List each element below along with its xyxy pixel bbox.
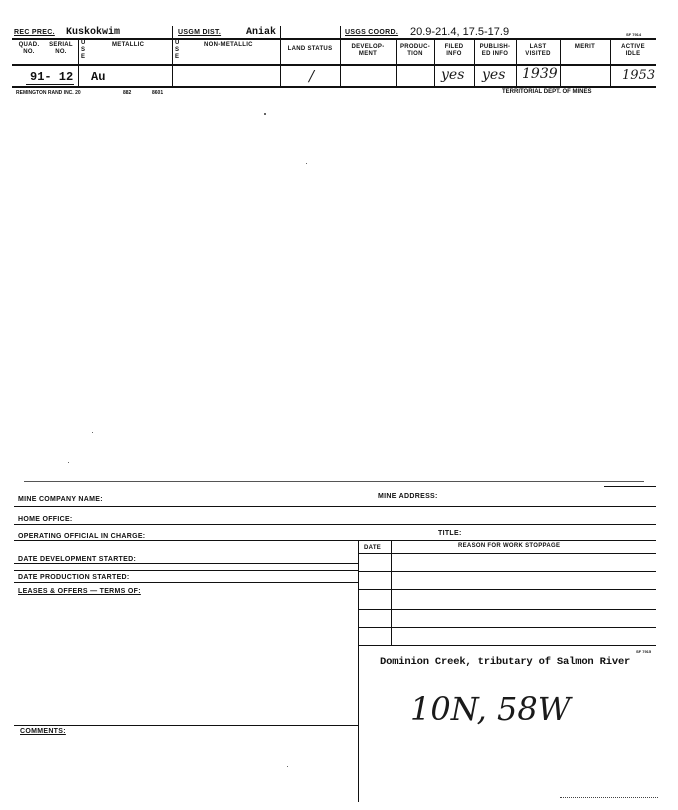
rec-prec-label: REC PREC. <box>14 29 55 36</box>
col-divider <box>280 26 281 86</box>
reason-header: REASON FOR WORK STOPPAGE <box>458 543 561 549</box>
rec-prec-value: Kuskokwim <box>66 27 121 38</box>
col-divider <box>560 38 561 86</box>
date-header: DATE <box>364 545 382 551</box>
col-divider <box>78 38 79 86</box>
last-visited-value: 1939 <box>522 66 558 82</box>
date-production-label: DATE PRODUCTION STARTED: <box>18 574 130 581</box>
rule <box>14 524 656 525</box>
rule <box>358 627 656 628</box>
rule <box>358 571 656 572</box>
rule <box>358 589 656 590</box>
mine-company-name-label: MINE COMPANY NAME: <box>18 496 103 503</box>
speck <box>306 163 307 164</box>
filed-info-header: FILED INFO <box>444 44 464 57</box>
card-edge <box>24 481 644 482</box>
rule <box>14 582 358 583</box>
rule <box>14 563 358 564</box>
col-divider <box>358 540 359 802</box>
printer-credit: REMINGTON RAND INC. 20 <box>16 90 81 96</box>
card-edge <box>604 486 656 487</box>
rule <box>14 725 358 726</box>
production-header: PRODUC-TION <box>399 44 431 57</box>
development-header: DEVELOP-MENT <box>351 44 385 57</box>
underline <box>26 84 74 85</box>
metallic-use-letters: U S E <box>81 40 86 60</box>
published-info-header: PUBLISH-ED INFO <box>479 44 511 57</box>
col-divider <box>340 26 341 86</box>
col-divider <box>172 26 173 86</box>
rule <box>358 609 656 610</box>
card-edge <box>560 797 658 798</box>
row-bottom-rule <box>12 86 656 88</box>
rule <box>14 540 656 541</box>
published-info-value: yes <box>482 67 506 83</box>
rule <box>358 645 656 646</box>
operating-official-label: OPERATING OFFICIAL IN CHARGE: <box>18 533 146 540</box>
col-divider <box>396 38 397 86</box>
col-divider <box>516 38 517 86</box>
rule <box>14 570 358 571</box>
speck <box>68 462 69 463</box>
leases-label: LEASES & OFFERS — TERMS OF: <box>18 588 141 595</box>
col-divider <box>434 38 435 86</box>
territorial-dept-label: TERRITORIAL DEPT. OF MINES <box>502 89 592 95</box>
comments-label: COMMENTS: <box>20 728 66 735</box>
metallic-header: METALLIC <box>112 42 145 48</box>
quad-no-header: QUAD. NO. <box>18 42 40 55</box>
serial-no-header: SERIAL NO. <box>49 42 73 55</box>
col-divider <box>610 38 611 86</box>
usgm-dist-label: USGM DIST. <box>178 29 222 36</box>
usgm-dist-value: Aniak <box>246 27 277 38</box>
active-idle-header: ACTIVE IDLE <box>621 44 645 57</box>
speck <box>264 113 266 115</box>
col-divider <box>391 540 392 645</box>
last-visited-header: LAST VISITED <box>525 44 551 57</box>
form-number-top: SF 7914 <box>626 32 642 37</box>
quad-serial-value: 91- 12 <box>30 70 74 84</box>
speck <box>92 432 93 433</box>
location-typed: Dominion Creek, tributary of Salmon River <box>380 656 631 668</box>
usgs-coord-label: USGS COORD. <box>345 29 399 36</box>
land-status-value: / <box>309 67 315 85</box>
form-number-bottom: SF 7915 <box>636 649 652 654</box>
rule <box>14 506 656 507</box>
usgs-coord-value: 20.9-21.4, 17.5-17.9 <box>410 26 510 38</box>
land-status-header: LAND STATUS <box>287 46 333 52</box>
nonmetallic-use-letters: U S E <box>175 40 180 60</box>
title-label: TITLE: <box>438 530 462 537</box>
nonmetallic-header: NON-METALLIC <box>204 42 253 48</box>
home-office-label: HOME OFFICE: <box>18 516 73 523</box>
col-divider <box>474 38 475 86</box>
merit-header: MERIT <box>574 44 596 50</box>
mine-address-label: MINE ADDRESS: <box>378 493 438 500</box>
printer-code-1: 882 <box>123 90 132 96</box>
speck <box>287 766 288 767</box>
active-idle-value: 1953 <box>622 68 656 83</box>
filed-info-value: yes <box>441 67 465 83</box>
date-development-label: DATE DEVELOPMENT STARTED: <box>18 556 137 563</box>
rule <box>358 553 656 554</box>
handwritten-township-range: 10N, 58W <box>410 690 571 728</box>
printer-code-2: 8601 <box>152 90 164 96</box>
metallic-value: Au <box>91 70 106 84</box>
